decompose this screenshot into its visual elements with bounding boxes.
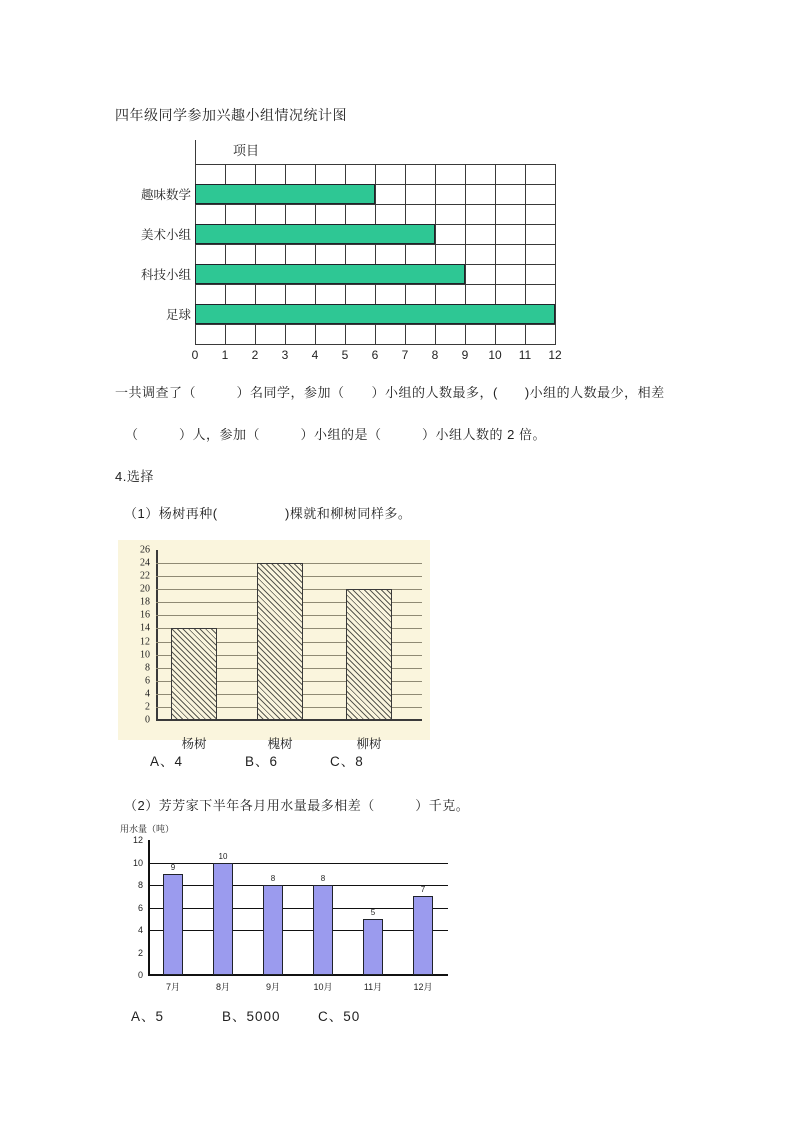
gridline <box>148 930 448 931</box>
y-tick-label: 16 <box>140 609 150 621</box>
y-tick-label: 20 <box>140 583 150 595</box>
trees-chart-plot <box>156 550 422 751</box>
y-tick-label: 24 <box>140 557 150 569</box>
q2-option-b: B、5000 <box>222 1009 281 1024</box>
x-tick-label: 7 <box>401 348 409 362</box>
category-label: 9月 <box>265 982 281 992</box>
category-label: 10月 <box>313 982 333 992</box>
x-tick-label: 11 <box>518 348 532 362</box>
q2-option-a: A、5 <box>131 1009 165 1024</box>
bar-科技小组 <box>195 264 465 284</box>
y-tick-label: 10 <box>132 857 143 868</box>
category-label: 7月 <box>165 982 181 992</box>
bar-value-label: 9 <box>170 862 176 872</box>
y-tick-label: 4 <box>145 688 150 700</box>
category-label: 11月 <box>363 982 383 992</box>
bar-value-label: 8 <box>320 874 326 883</box>
bar-柳树 <box>346 589 392 720</box>
water-chart-plot <box>132 835 448 992</box>
interest-chart-grid <box>195 164 556 345</box>
x-tick-label: 3 <box>281 348 289 362</box>
fill-blank-line-1: 一共调查了（ ）名同学，参加（ ）小组的人数最多，( )小组的人数最少，相差 <box>115 385 665 400</box>
y-tick-label: 22 <box>140 570 150 582</box>
gridline <box>148 885 448 886</box>
y-tick-label: 0 <box>137 970 143 980</box>
x-tick-label: 1 <box>221 348 229 362</box>
x-axis-line <box>148 974 448 976</box>
x-tick-label: 4 <box>311 348 319 362</box>
bar-10月 <box>313 885 333 975</box>
chart-axis-title: 项目 <box>233 143 260 158</box>
category-label: 8月 <box>215 982 231 992</box>
x-tick-label: 0 <box>191 348 199 362</box>
y-tick-label: 14 <box>140 622 150 634</box>
bar-value-label: 5 <box>370 907 376 917</box>
bar-value-label: 8 <box>270 874 276 883</box>
trees-chart <box>118 540 430 751</box>
worksheet-title: 四年级同学参加兴趣小组情况统计图 <box>115 107 347 123</box>
y-tick-label: 0 <box>145 714 150 726</box>
y-tick-label: 6 <box>137 902 143 913</box>
bar-足球 <box>195 304 555 324</box>
q1-option-a: A、4 <box>150 754 184 769</box>
chart-y-axis-title: 用水量（吨） <box>120 824 175 834</box>
interest-group-chart <box>137 138 587 370</box>
bar-12月 <box>413 896 433 975</box>
bar-8月 <box>213 863 233 976</box>
y-tick-label: 6 <box>145 675 150 687</box>
y-tick-label: 8 <box>145 662 150 674</box>
x-tick-label: 2 <box>251 348 259 362</box>
category-label: 12月 <box>413 982 433 992</box>
x-tick-label: 8 <box>431 348 439 362</box>
bar-趣味数学 <box>195 184 375 204</box>
y-tick-label: 2 <box>137 947 143 958</box>
x-tick-label: 6 <box>371 348 379 362</box>
x-tick-label: 12 <box>548 348 562 362</box>
fill-blank-line-2: （ ）人，参加（ ）小组的是（ ）小组人数的 2 倍。 <box>125 427 546 442</box>
question-2-text: （2）芳芳家下半年各月用水量最多相差（ ）千克。 <box>124 798 470 813</box>
section-heading: 4.选择 <box>115 469 154 484</box>
bar-杨树 <box>171 628 217 720</box>
category-label: 杨树 <box>181 737 207 751</box>
bar-美术小组 <box>195 224 435 244</box>
y-tick-label: 12 <box>140 636 150 648</box>
y-tick-label: 10 <box>140 649 150 661</box>
category-label: 槐树 <box>267 737 293 751</box>
q2-option-c: C、50 <box>318 1009 361 1024</box>
question-1-text: （1）杨树再种( )棵就和柳树同样多。 <box>124 506 412 521</box>
category-label: 科技小组 <box>140 268 191 282</box>
y-tick-label: 12 <box>132 835 143 845</box>
bar-value-label: 10 <box>218 851 228 861</box>
category-label: 柳树 <box>356 737 382 751</box>
gridline <box>148 908 448 909</box>
y-tick-label: 2 <box>145 701 150 713</box>
x-tick-label: 9 <box>461 348 469 362</box>
q1-option-b: B、6 <box>245 754 279 769</box>
bar-value-label: 7 <box>420 885 426 895</box>
x-tick-label: 5 <box>341 348 349 362</box>
category-label: 趣味数学 <box>140 188 191 202</box>
y-tick-label: 4 <box>137 925 143 935</box>
q1-option-c: C、8 <box>330 754 364 769</box>
x-tick-label: 10 <box>488 348 502 362</box>
gridline <box>148 863 448 864</box>
y-tick-label: 8 <box>137 880 143 890</box>
category-label: 足球 <box>165 308 191 322</box>
water-usage-chart <box>115 820 450 1000</box>
bar-9月 <box>263 885 283 975</box>
category-label: 美术小组 <box>140 228 191 242</box>
y-tick-label: 26 <box>140 544 150 556</box>
bar-7月 <box>163 874 183 975</box>
bar-11月 <box>363 919 383 975</box>
bar-槐树 <box>257 563 303 720</box>
y-tick-label: 18 <box>140 596 150 608</box>
